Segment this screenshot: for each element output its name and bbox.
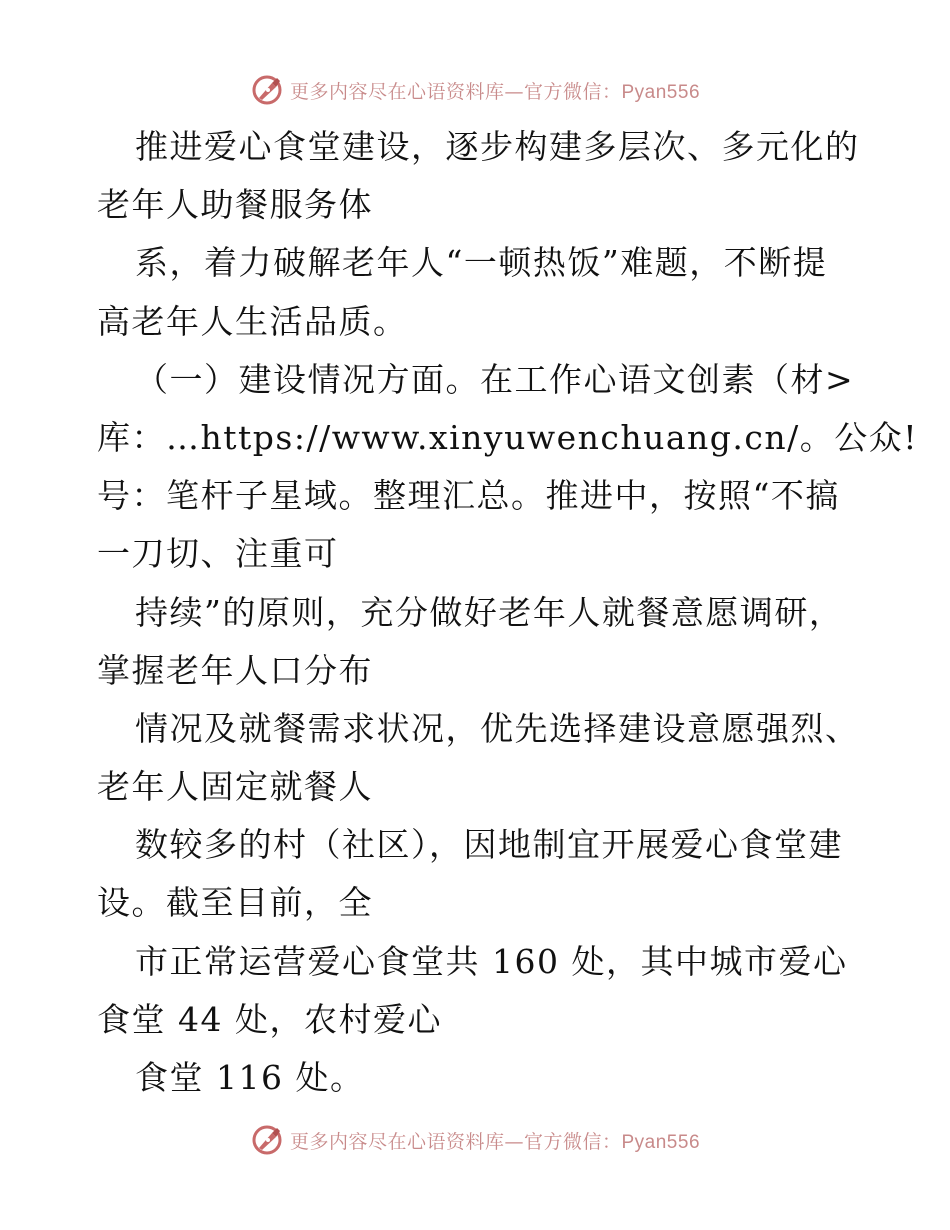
body-text-line: 持续”的原则，充分做好老年人就餐意愿调研， [135, 592, 844, 632]
body-text-line: 库：…https://www.xinyuwenchuang.cn/。公众! [97, 417, 918, 457]
body-text-line: 老年人助餐服务体 [97, 185, 373, 225]
document-body [97, 118, 918, 1107]
body-text-line: （一）建设情况方面。在工作心语文创素（材> [135, 359, 855, 399]
body-text-line: 情况及就餐需求状况，优先选择建设意愿强烈、 [135, 708, 860, 748]
body-text-line: 掌握老年人口分布 [97, 650, 373, 690]
body-text-line: 市正常运营爱心食堂共 160 处，其中城市爱心 [135, 941, 848, 981]
banner-text [290, 77, 700, 104]
banner-text [290, 1127, 700, 1154]
header-banner [0, 70, 950, 110]
body-text-line: 数较多的村（社区），因地制宜开展爱心食堂建 [135, 825, 843, 865]
body-text-line: 号：笔杆子星域。整理汇总。推进中，按照“不搞 [97, 476, 840, 516]
body-text-line: 设。截至目前，全 [97, 883, 373, 923]
body-text-line: 老年人固定就餐人 [97, 767, 373, 807]
footer-banner [0, 1120, 950, 1160]
body-text-line: 推进爱心食堂建设，逐步构建多层次、多元化的 [135, 127, 860, 166]
body-text-line: 系，着力破解老年人“一顿热饭”难题，不断提 [135, 243, 828, 283]
body-text-line: 一刀切、注重可 [97, 534, 339, 574]
pen-nib-logo-icon [250, 1123, 284, 1157]
footer-banner-inner [250, 1123, 700, 1157]
body-text-line: 食堂 44 处，农村爱心 [97, 999, 442, 1039]
header-banner-inner [250, 73, 700, 107]
banner-promo-text: 更多内容尽在心语资料库—官方微信： [289, 80, 622, 103]
body-text-line: 食堂 116 处。 [135, 1058, 365, 1097]
banner-promo-text: 更多内容尽在心语资料库—官方微信： [289, 1130, 622, 1153]
banner-wechat-id: Pyan556 [621, 81, 701, 103]
body-text-line: 高老年人生活品质。 [97, 301, 408, 341]
pen-nib-logo-icon [250, 73, 284, 107]
banner-wechat-id: Pyan556 [621, 1131, 701, 1153]
